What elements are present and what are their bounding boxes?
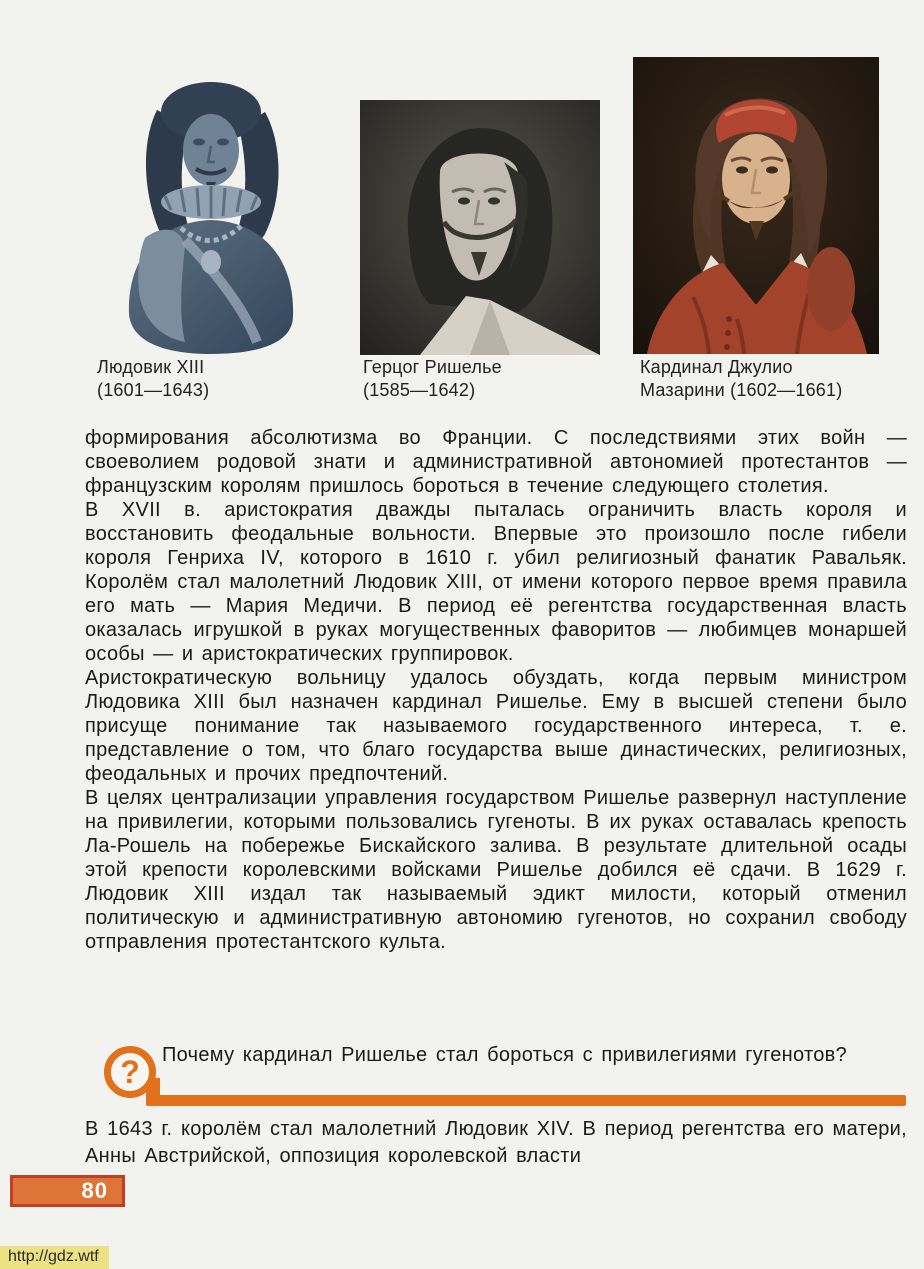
paragraph-aristocracy: В XVII в. аристократия дважды пыталась ограничить власть короля и восстановить феодальные вольности. Впервые это произошло после гибели короля Генриха IV, которого в 1610 г. убил религиозный фанатик Равальяк. Королём стал малолетний Людовик XIII, от имени которого первое время правила его мать — Мария Медичи. В период её регентства государственная власть оказалась игрушкой в руках могущественных фаворитов — любимцев монаршей особы — и аристократических группировок.	[85, 499, 907, 665]
question-mark-icon	[104, 1046, 156, 1098]
body-text	[85, 426, 907, 954]
caption-mazarin-name: Кардинал Джулио	[640, 357, 793, 377]
louis-xiii-bust-image	[93, 70, 330, 360]
caption-louis-xiii	[97, 356, 209, 402]
caption-mazarin-dates: Мазарини (1602—1661)	[640, 380, 843, 400]
caption-richelieu	[363, 356, 502, 402]
question-text: Почему кардинал Ришелье стал бороться с привилегиями гугенотов?	[162, 1044, 848, 1066]
caption-richelieu-dates: (1585—1642)	[363, 380, 476, 400]
caption-louis-xiii-dates: (1601—1643)	[97, 380, 210, 400]
mazarin-portrait-image	[633, 57, 879, 354]
question-mark-glyph: ?	[120, 1053, 140, 1090]
paragraph-louis-xiv: В 1643 г. королём стал малолетний Людовик XIV. В период регентства его матери, Анны Австрийской, оппозиция королевской власти	[85, 1118, 907, 1167]
paragraph-richelieu-minister: Аристократическую вольницу удалось обуздать, когда первым министром Людовика XIII был назначен кардинал Ришелье. Ему в высшей степени было присуще понимание так называемого государственного интереса, т. е. представление о том, что благо государства выше династических, религиозных, феодальных и прочих предпочтений.	[85, 667, 907, 785]
caption-richelieu-name: Герцог Ришелье	[363, 357, 502, 377]
paragraph-la-rochelle: В целях централизации управления государством Ришелье развернул наступление на привилегии, которыми пользовались гугеноты. В их руках оставалась крепость Ла-Рошель на побережье Бискайского залива. В результате длительной осады этой крепости королевскими войсками Ришелье добился её сдачи. В 1629 г. Людовик XIII издал так называемый эдикт милости, который отменил политическую и административную автономию гугенотов, но сохранил свободу отправления протестантского культа.	[85, 787, 907, 953]
page-number-badge: 80	[10, 1175, 125, 1207]
caption-louis-xiii-name: Людовик XIII	[97, 357, 205, 377]
question-divider-bar	[146, 1095, 906, 1106]
richelieu-portrait-image	[360, 100, 600, 355]
watermark-url: http://gdz.wtf	[0, 1246, 109, 1269]
paragraph-absolutism: формирования абсолютизма во Франции. С последствиями этих войн — своеволием родовой знати и административной автономией протестантов — французским королям пришлось бороться в течение следующего столетия.	[85, 427, 907, 497]
caption-mazarin	[640, 356, 842, 402]
